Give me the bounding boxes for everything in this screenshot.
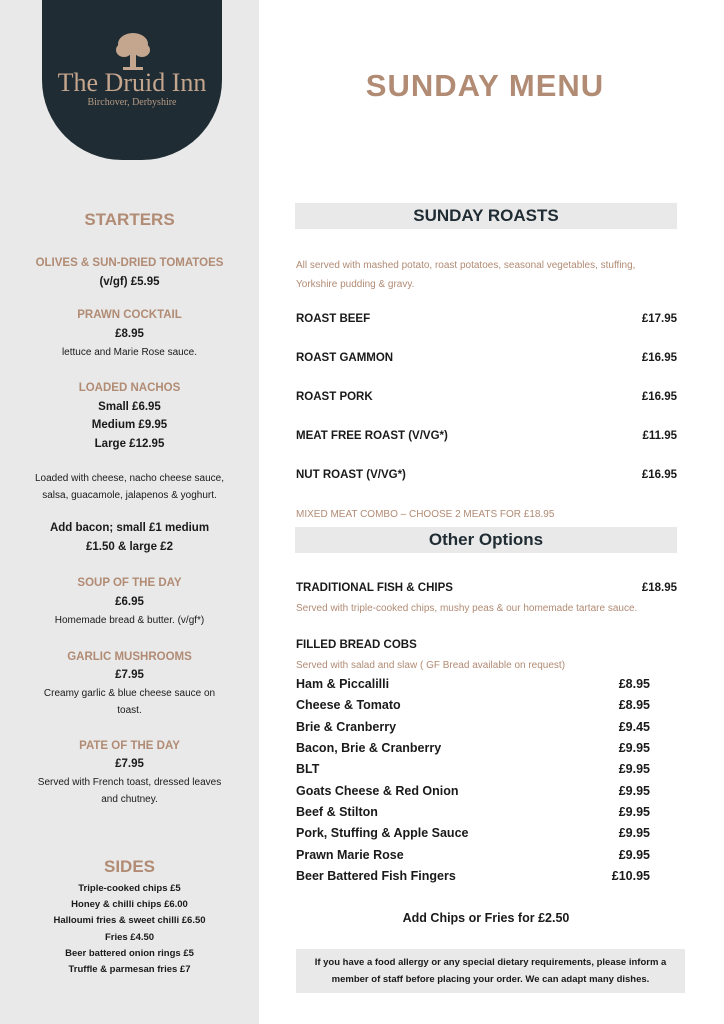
menu-row (296, 391, 677, 403)
roast-price: £11.95 (642, 430, 677, 442)
cob-name: Beef & Stilton (296, 805, 378, 819)
menu-row (296, 741, 650, 755)
menu-row (296, 698, 650, 712)
menu-row (296, 848, 650, 862)
soup-name: SOUP OF THE DAY (77, 577, 182, 589)
roast-name: ROAST GAMMON (296, 352, 394, 364)
sides-item: Halloumi fries & sweet chilli £6.50 (53, 915, 206, 927)
mushrooms-price: £7.95 (115, 669, 144, 681)
menu-row (296, 469, 677, 481)
menu-row (296, 805, 650, 819)
roast-name: ROAST PORK (296, 391, 373, 403)
combo-note: MIXED MEAT COMBO – CHOOSE 2 MEATS FOR £18.95 (296, 509, 555, 520)
olives-name: OLIVES & SUN-DRIED TOMATOES (35, 257, 224, 269)
mushrooms-desc: Creamy garlic & blue cheese sauce on toast. (43, 688, 216, 716)
menu-row (296, 313, 677, 325)
sides-item: Fries £4.50 (104, 931, 155, 943)
roast-name: ROAST BEEF (296, 313, 371, 325)
menu-row (296, 352, 677, 364)
nachos-extra: Add bacon; small £1 medium £1.50 & large £2 (49, 522, 210, 553)
logo-location: Birchover, Derbyshire (87, 97, 177, 108)
roast-price: £16.95 (641, 352, 677, 364)
sides-item: Beer battered onion rings £5 (65, 947, 194, 959)
nachos-price-large: Large £12.95 (94, 438, 165, 450)
prawn-name: PRAWN COCKTAIL (77, 309, 182, 321)
cob-name: Cheese & Tomato (296, 698, 401, 712)
menu-row (296, 784, 650, 798)
nachos-desc: Loaded with cheese, nacho cheese sauce, salsa, guacamole, jalapenos & yoghurt. (34, 473, 225, 501)
menu-row (296, 762, 650, 776)
roast-name: MEAT FREE ROAST (V/VG*) (296, 430, 448, 442)
menu-row (296, 826, 650, 840)
other-options-heading: Other Options (295, 527, 677, 553)
cob-price: £9.95 (618, 826, 650, 840)
page-title: SUNDAY MENU (365, 68, 605, 103)
pate-name: PATE OF THE DAY (79, 740, 180, 752)
sides-item: Honey & chilli chips £6.00 (71, 899, 188, 911)
nachos-name: LOADED NACHOS (78, 382, 181, 394)
prawn-price: £8.95 (115, 328, 144, 340)
cob-name: Ham & Piccalilli (296, 677, 390, 691)
cob-name: Brie & Cranberry (296, 720, 397, 734)
cob-name: Pork, Stuffing & Apple Sauce (296, 826, 469, 840)
soup-desc: Homemade bread & butter. (v/gf*) (54, 615, 205, 626)
mushrooms-name: GARLIC MUSHROOMS (67, 651, 192, 663)
cobs-heading: FILLED BREAD COBS (296, 639, 417, 651)
roast-price: £16.95 (641, 391, 677, 403)
cob-price: £8.95 (618, 677, 650, 691)
logo-name: The Druid Inn (57, 68, 207, 97)
cob-price: £9.45 (618, 720, 650, 734)
allergy-text: If you have a food allergy or any special dietary requirements, please inform a member of staff before placing your order. We can adapt many dishes. (314, 957, 667, 985)
fish-name: TRADITIONAL FISH & CHIPS (296, 582, 453, 594)
cob-price: £9.95 (618, 848, 650, 862)
pate-desc: Served with French toast, dressed leaves and chutney. (37, 777, 222, 805)
nachos-price-small: Small £6.95 (98, 401, 161, 413)
cob-price: £9.95 (618, 741, 650, 755)
tree-icon (115, 32, 151, 72)
fish-price: £18.95 (641, 582, 677, 594)
cob-name: BLT (296, 762, 320, 776)
soup-price: £6.95 (115, 596, 144, 608)
starters-heading: STARTERS (84, 210, 175, 229)
sides-heading: SIDES (103, 857, 156, 876)
olives-price: (v/gf) £5.95 (99, 276, 160, 288)
roasts-heading: SUNDAY ROASTS (295, 203, 677, 229)
cob-name: Goats Cheese & Red Onion (296, 784, 459, 798)
menu-row (296, 582, 677, 594)
menu-row (296, 677, 650, 691)
cob-price: £9.95 (618, 784, 650, 798)
menu-row (296, 720, 650, 734)
cob-price: £9.95 (618, 762, 650, 776)
cob-price: £10.95 (611, 869, 650, 883)
roast-price: £17.95 (641, 313, 677, 325)
cob-name: Bacon, Brie & Cranberry (296, 741, 442, 755)
fish-desc: Served with triple-cooked chips, mushy peas & our homemade tartare sauce. (296, 603, 638, 614)
cob-price: £9.95 (618, 805, 650, 819)
cob-name: Beer Battered Fish Fingers (296, 869, 456, 883)
cob-name: Prawn Marie Rose (296, 848, 404, 862)
sides-item: Truffle & parmesan fries £7 (68, 964, 191, 976)
roasts-note: All served with mashed potato, roast potatoes, seasonal vegetables, stuffing, Yorkshire pudding & gravy. (296, 260, 636, 290)
add-chips-note: Add Chips or Fries for £2.50 (402, 911, 570, 925)
roast-price: £16.95 (641, 469, 677, 481)
allergy-notice (296, 949, 685, 993)
menu-row (296, 869, 650, 883)
roast-name: NUT ROAST (V/VG*) (296, 469, 406, 481)
nachos-price-medium: Medium £9.95 (91, 419, 168, 431)
sides-list (0, 881, 259, 978)
logo-badge (42, 0, 222, 160)
sidebar (0, 0, 259, 1024)
sides-item: Triple-cooked chips £5 (78, 883, 181, 894)
cobs-note: Served with salad and slaw ( GF Bread available on request) (296, 660, 566, 671)
prawn-desc: lettuce and Marie Rose sauce. (61, 347, 198, 358)
cob-price: £8.95 (618, 698, 650, 712)
pate-price: £7.95 (115, 758, 144, 770)
menu-row (296, 430, 677, 442)
